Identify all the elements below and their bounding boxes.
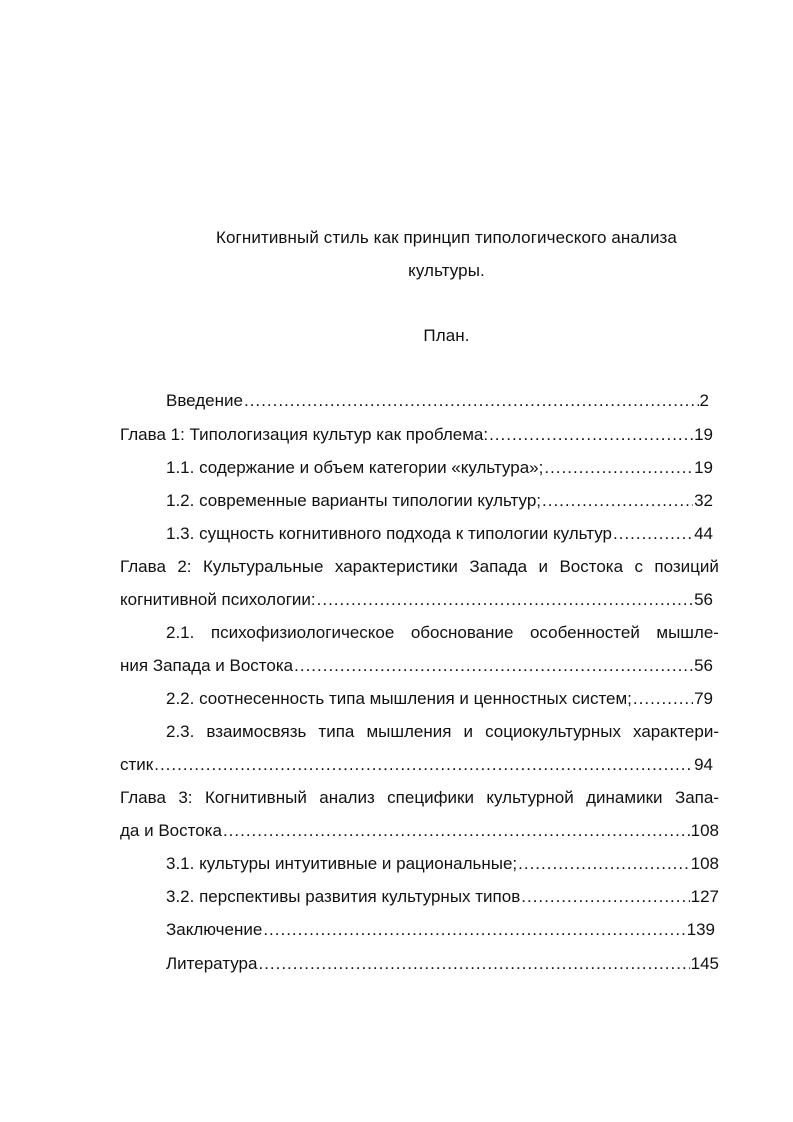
toc-word: особенностей xyxy=(529,623,640,642)
toc-label: 1.2. современные варианты типологии культур; xyxy=(166,491,542,510)
toc-word: Когнитивный xyxy=(204,788,307,807)
toc-entry-chapter-3-line-1 xyxy=(120,788,719,808)
toc-page-number: 108 xyxy=(690,854,719,873)
toc-page-number: 108 xyxy=(690,821,719,840)
toc-entry-chapter-3-line-2 xyxy=(120,821,719,841)
toc-word: характеристики xyxy=(334,557,458,576)
toc-entry-section-1-1 xyxy=(166,458,713,478)
toc-page-number: 44 xyxy=(694,524,713,543)
toc-word: 2: xyxy=(177,557,192,576)
toc-entry-section-2-3-line-1 xyxy=(166,722,719,742)
toc-entry-literature xyxy=(166,954,719,974)
toc-leader-dots xyxy=(544,458,693,478)
toc-label: стик xyxy=(120,755,154,774)
toc-page-number: 139 xyxy=(686,920,715,939)
toc-label: 1.3. сущность когнитивного подхода к типологии культур xyxy=(166,524,612,543)
toc-word: Запа- xyxy=(674,788,719,807)
toc-label: 3.2. перспективы развития культурных типов xyxy=(166,887,521,906)
toc-leader-dots xyxy=(154,755,693,775)
toc-page-number: 94 xyxy=(694,755,713,774)
toc-entry-section-2-1-line-1 xyxy=(166,623,719,643)
toc-leader-dots xyxy=(613,524,693,544)
toc-entry-section-3-1 xyxy=(166,854,719,874)
toc-word: обоснование xyxy=(410,623,514,642)
toc-word: позиций xyxy=(654,557,719,576)
toc-page-number: 56 xyxy=(694,656,713,675)
toc-entry-conclusion xyxy=(166,920,715,940)
toc-leader-dots xyxy=(317,590,693,610)
toc-label: Глава 1: Типологизация культур как проблема: xyxy=(120,425,489,444)
toc-word: динамики xyxy=(586,788,663,807)
toc-entry-section-1-3 xyxy=(166,524,713,544)
toc-entry-section-2-1-line-2 xyxy=(120,656,713,676)
toc-word: Востока xyxy=(559,557,624,576)
toc-word: анализ xyxy=(319,788,375,807)
toc-leader-dots xyxy=(518,854,689,874)
toc-entry-section-1-2 xyxy=(166,491,713,511)
toc-leader-dots xyxy=(294,656,693,676)
toc-word: 2.1. xyxy=(166,623,195,642)
toc-word: типа xyxy=(318,722,355,741)
toc-leader-dots xyxy=(223,821,690,841)
toc-word: специфики xyxy=(387,788,474,807)
plan-heading: План. xyxy=(423,326,470,345)
toc-entry-chapter-2-line-1 xyxy=(120,557,719,577)
toc-leader-dots xyxy=(489,425,693,445)
toc-page-number: 145 xyxy=(690,954,719,973)
toc-word: Глава xyxy=(120,557,166,576)
toc-word: 3: xyxy=(178,788,193,807)
toc-label: ния Запада и Востока xyxy=(120,656,294,675)
toc-leader-dots xyxy=(244,391,699,411)
toc-page-number: 32 xyxy=(694,491,713,510)
toc-label: да и Востока xyxy=(120,821,222,840)
document-title-line-1: Когнитивный стиль как принцип типологического анализа xyxy=(216,228,677,247)
toc-word: Культуральные xyxy=(202,557,324,576)
toc-word: взаимосвязь xyxy=(206,722,307,741)
toc-page-number: 79 xyxy=(694,689,713,708)
toc-label: 3.1. культуры интуитивные и рациональные; xyxy=(166,854,518,873)
toc-word: культурной xyxy=(486,788,574,807)
toc-leader-dots xyxy=(263,920,685,940)
toc-word: характери- xyxy=(633,722,719,741)
toc-entry-introduction xyxy=(166,391,709,411)
toc-word: и xyxy=(463,722,474,741)
toc-word: мышле- xyxy=(656,623,719,642)
toc-entry-section-2-3-line-2 xyxy=(120,755,713,775)
toc-leader-dots xyxy=(258,954,689,974)
toc-page-number: 56 xyxy=(694,590,713,609)
toc-entry-section-2-2 xyxy=(166,689,713,709)
toc-page-number: 2 xyxy=(699,391,709,410)
toc-label: Заключение xyxy=(166,920,263,939)
toc-leader-dots xyxy=(521,887,689,907)
toc-label: 2.2. соотнесенность типа мышления и ценностных систем; xyxy=(166,689,632,708)
toc-label: Введение xyxy=(166,391,243,410)
toc-label: 1.1. содержание и объем категории «культура»; xyxy=(166,458,544,477)
toc-word: и xyxy=(538,557,549,576)
toc-page-number: 127 xyxy=(690,887,719,906)
toc-word: социокультурных xyxy=(485,722,621,741)
toc-word: Глава xyxy=(120,788,166,807)
toc-entry-chapter-2-line-2 xyxy=(120,590,713,610)
toc-leader-dots xyxy=(542,491,693,511)
toc-word: психофизиологическое xyxy=(210,623,395,642)
toc-page-number: 19 xyxy=(694,458,713,477)
toc-label: когнитивной психологии: xyxy=(120,590,316,609)
toc-word: 2.3. xyxy=(166,722,195,741)
toc-entry-chapter-1 xyxy=(120,425,713,445)
toc-word: с xyxy=(634,557,643,576)
document-title-line-2: культуры. xyxy=(408,261,485,280)
toc-leader-dots xyxy=(633,689,693,709)
toc-word: мышления xyxy=(366,722,452,741)
toc-entry-section-3-2 xyxy=(166,887,719,907)
toc-page-number: 19 xyxy=(694,425,713,444)
toc-label: Литература xyxy=(166,954,258,973)
toc-word: Запада xyxy=(469,557,528,576)
